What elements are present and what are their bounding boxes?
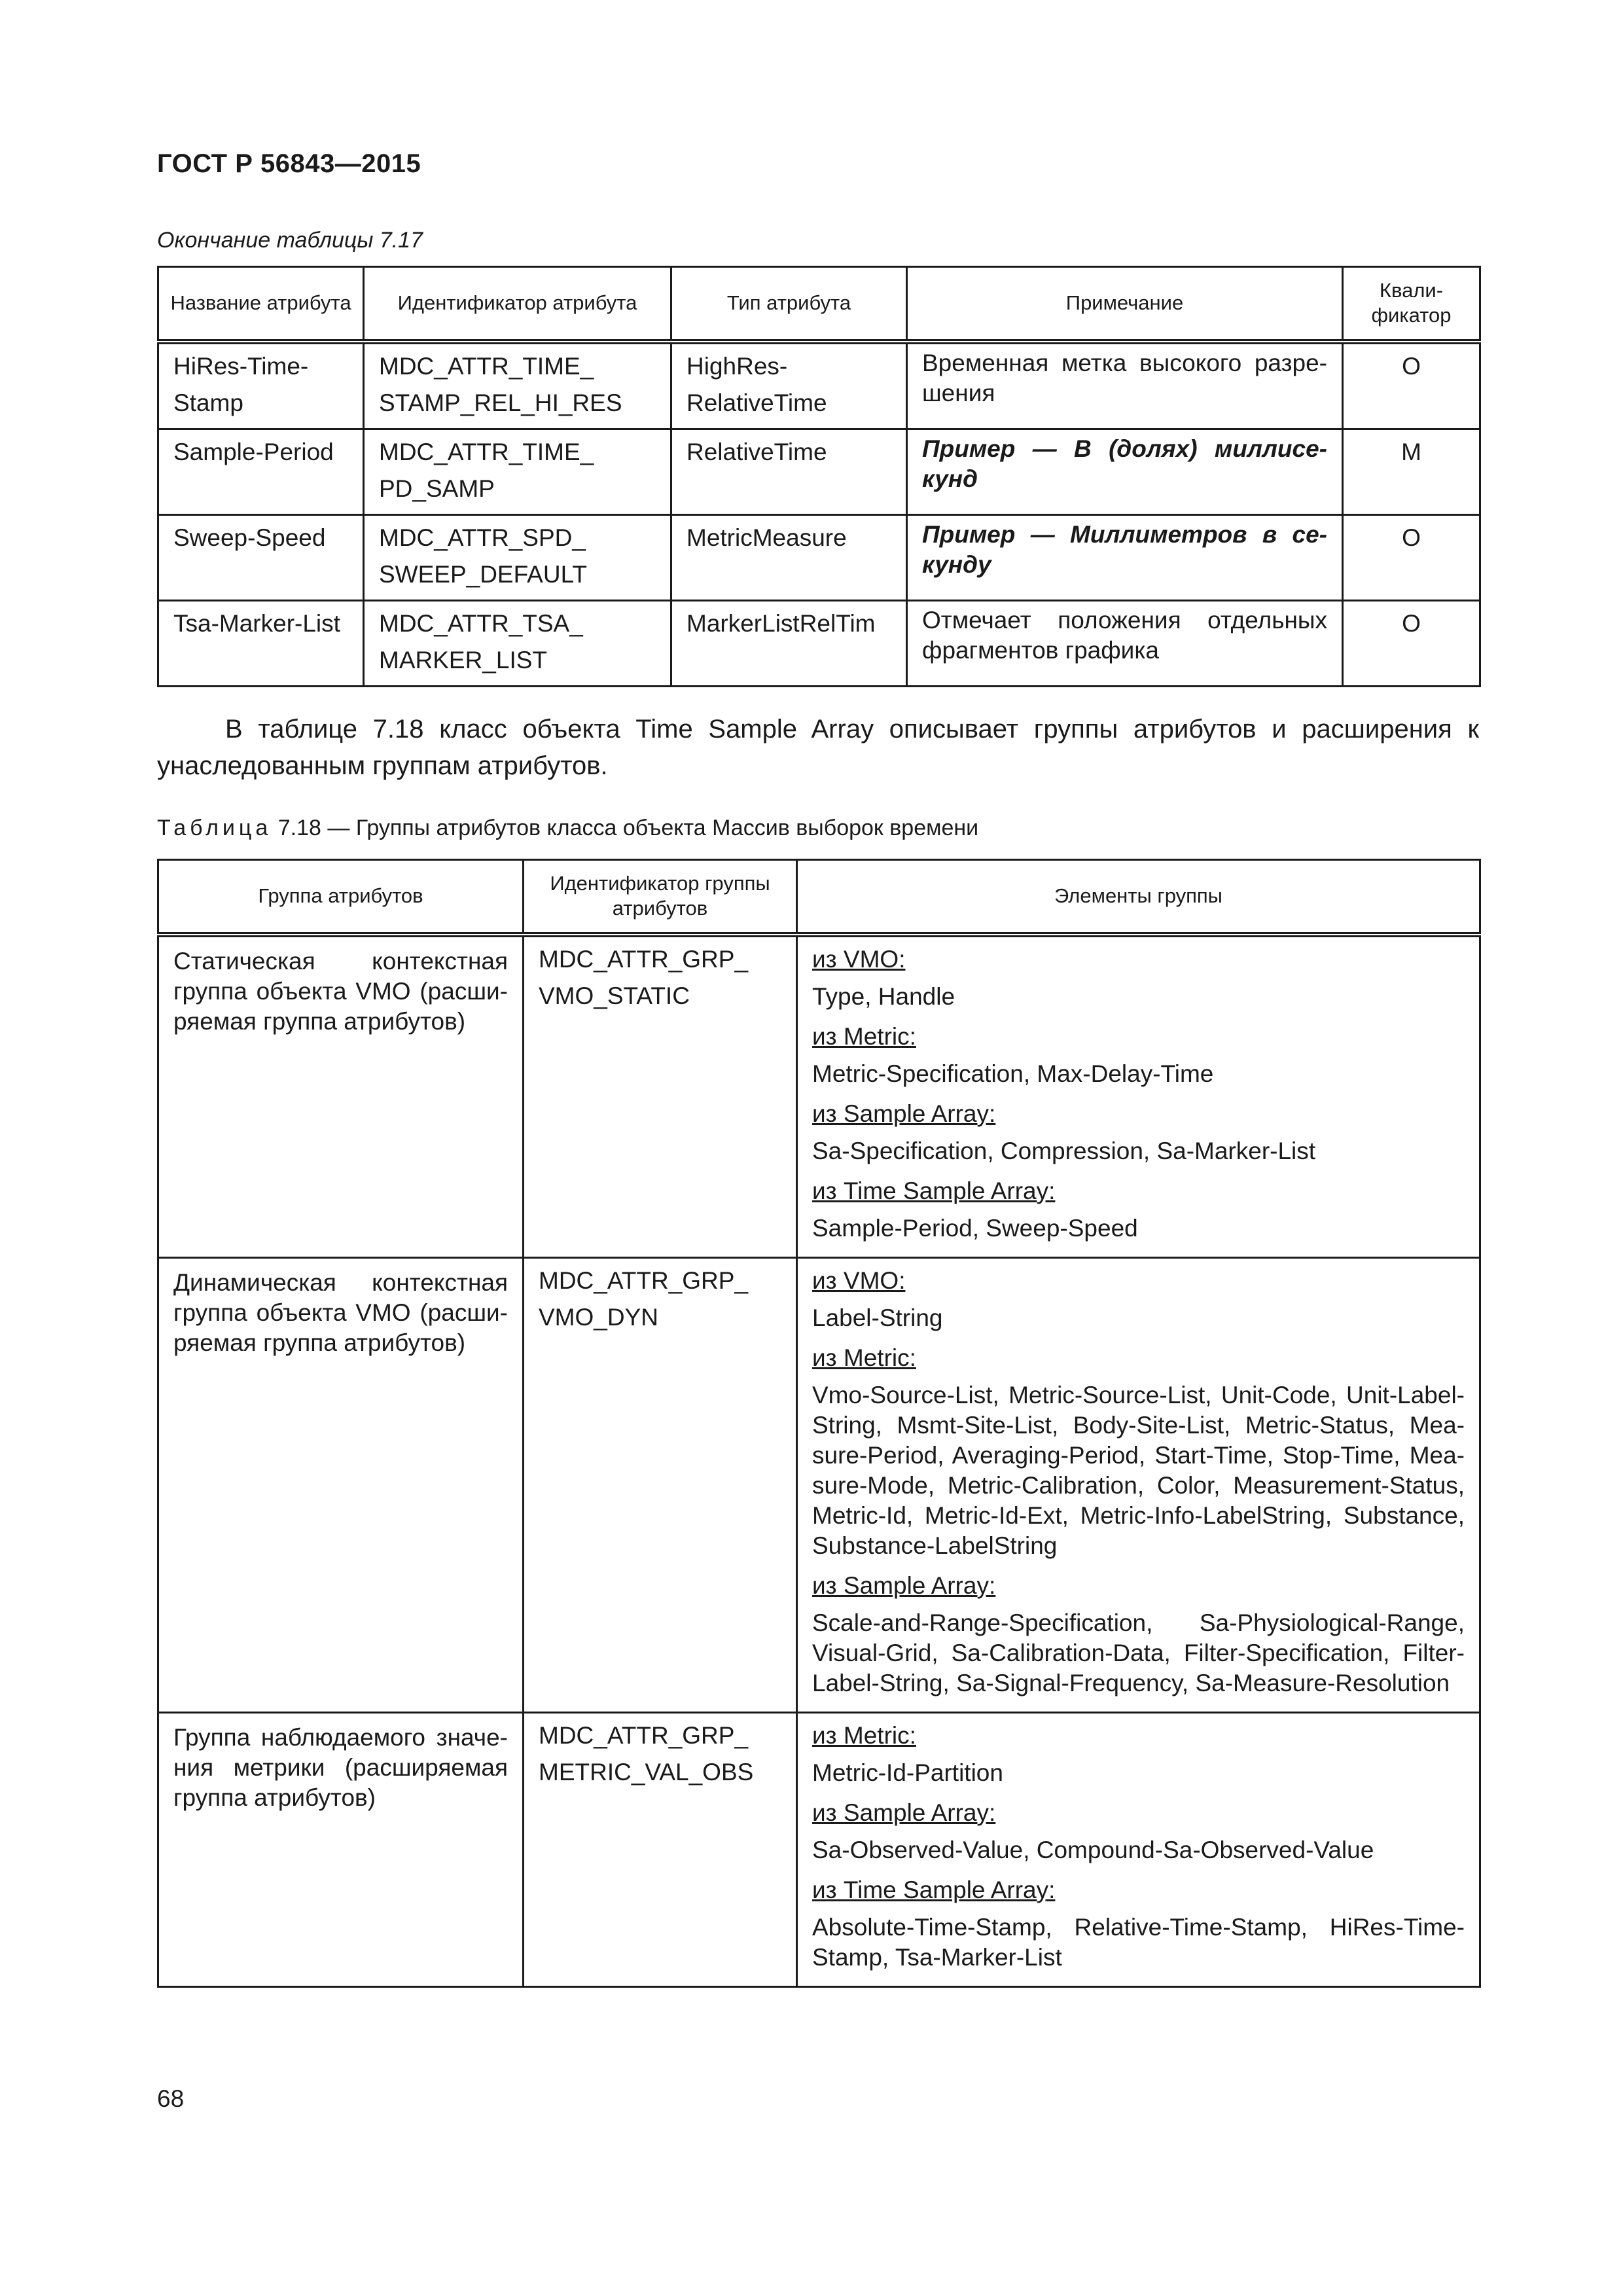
table-7-17-continuation-caption: Окончание таблицы 7.17 (157, 228, 423, 253)
group-id-line: MDC_ATTR_GRP_ (539, 1266, 749, 1294)
group-elements (797, 1712, 1480, 1986)
element-attribute-list: Type, Handle (812, 982, 955, 1010)
attribute-note: Временная метка высокого разре-шения (907, 342, 1343, 429)
column-header-attribute-type: Тип атрибута (671, 267, 907, 342)
table-7-18-caption (157, 816, 978, 841)
column-header-qualifier: Квали-фикатор (1343, 267, 1480, 342)
attribute-type: RelativeTime (671, 429, 907, 514)
column-header-group-id: Идентификатор группы атрибутов (524, 860, 797, 935)
column-header-attribute-group: Группа атрибутов (158, 860, 524, 935)
attribute-id-line: MDC_ATTR_TIME_ (379, 352, 594, 380)
attribute-name: Sample-Period (158, 429, 364, 514)
attribute-id-line: MARKER_LIST (379, 646, 548, 673)
element-attribute-list: Label-String (812, 1304, 943, 1331)
group-elements (797, 1257, 1480, 1712)
attribute-name: Sweep-Speed (158, 514, 364, 600)
attribute-qualifier: O (1343, 342, 1480, 429)
element-source-class: из Sample Array: (812, 1799, 996, 1826)
attribute-id-line: SWEEP_DEFAULT (379, 560, 588, 588)
element-source-class: из Time Sample Array: (812, 1876, 1056, 1903)
element-attribute-list: Absolute-Time-Stamp, Relative-Time-Stamp, HiRes-Time-Stamp, Tsa-Marker-List (812, 1913, 1465, 1971)
element-attribute-list: Sa-Observed-Value, Compound-Sa-Observed-Value (812, 1836, 1374, 1863)
element-attribute-list: Vmo-Source-List, Metric-Source-List, Unit-Code, Unit-Label-String, Msmt-Site-List, Body-Site-List, Metric-Status, Mea-sure-Period, Averaging-Period, Start-Time, Stop-Time, Mea-sure-Mode, Metric-Calibration, Color, Measurement-Status, Metric-Id, Metric-Id-Ext, Metric-Info-LabelString, Substance, Substance-LabelString (812, 1381, 1465, 1559)
group-id-line: METRIC_VAL_OBS (539, 1758, 754, 1785)
document-standard-header: ГОСТ Р 56843—2015 (157, 149, 421, 178)
element-source-class: из Sample Array: (812, 1100, 996, 1127)
attribute-qualifier: O (1343, 600, 1480, 686)
t717-row (158, 342, 1480, 429)
attribute-group-id (524, 935, 797, 1258)
element-attribute-list: Scale-and-Range-Specification, Sa-Physiological-Range, Visual-Grid, Sa-Calibration-Data, Filter-Specification, Filter-Label-String, Sa-Signal-Frequency, Sa-Measure-Resolution (812, 1609, 1465, 1696)
table-7-17 (157, 266, 1481, 687)
element-source-class: из VMO: (812, 945, 906, 973)
element-source-class: из Metric: (812, 1022, 916, 1050)
page-number: 68 (157, 2085, 185, 2112)
t717-row (158, 600, 1480, 686)
attribute-id (364, 600, 671, 686)
table-7-18-caption-prefix: Таблица (157, 816, 272, 840)
attribute-group-name: Группа наблюдаемого значе-ния метрики (расширяемая группа атрибутов) (158, 1712, 524, 1986)
table-7-18-caption-title: 7.18 — Группы атрибутов класса объекта Массив выборок времени (272, 816, 979, 840)
attribute-note: Отмечает положения отдельных фрагментов графика (907, 600, 1343, 686)
attribute-qualifier: M (1343, 429, 1480, 514)
t717-row (158, 429, 1480, 514)
column-header-attribute-id: Идентификатор атрибута (364, 267, 671, 342)
attribute-note: Пример — В (долях) миллисе-кунд (907, 429, 1343, 514)
element-attribute-list: Sample-Period, Sweep-Speed (812, 1214, 1138, 1242)
body-paragraph: В таблице 7.18 класс объекта Time Sample Array описывает группы атрибутов и расширения к унаследованным группам атрибутов. (157, 715, 1479, 780)
group-id-line: MDC_ATTR_GRP_ (539, 1721, 749, 1749)
attribute-id-line: MDC_ATTR_SPD_ (379, 524, 586, 551)
element-attribute-list: Sa-Specification, Compression, Sa-Marker-List (812, 1137, 1316, 1164)
attribute-group-id (524, 1712, 797, 1986)
attribute-id-line: MDC_ATTR_TSA_ (379, 609, 583, 637)
table-7-18 (157, 859, 1481, 1988)
element-attribute-list: Metric-Specification, Max-Delay-Time (812, 1060, 1214, 1087)
column-header-note: Примечание (907, 267, 1343, 342)
element-source-class: из Metric: (812, 1721, 916, 1749)
attribute-group-id (524, 1257, 797, 1712)
group-id-line: MDC_ATTR_GRP_ (539, 945, 749, 973)
attribute-id (364, 429, 671, 514)
column-header-attribute-name: Название атрибута (158, 267, 364, 342)
column-header-group-elements: Элементы группы (797, 860, 1480, 935)
attribute-qualifier: O (1343, 514, 1480, 600)
attribute-type: MarkerListRelTim (671, 600, 907, 686)
attribute-id-line: STAMP_REL_HI_RES (379, 389, 622, 416)
t717-row (158, 514, 1480, 600)
group-id-line: VMO_DYN (539, 1303, 658, 1331)
attribute-id-line: PD_SAMP (379, 475, 495, 502)
attribute-note: Пример — Миллиметров в се-кунду (907, 514, 1343, 600)
element-source-class: из VMO: (812, 1266, 906, 1294)
attribute-type: HighRes-RelativeTime (671, 342, 907, 429)
group-elements (797, 935, 1480, 1258)
t718-row (158, 1712, 1480, 1986)
element-source-class: из Metric: (812, 1344, 916, 1371)
element-source-class: из Time Sample Array: (812, 1177, 1056, 1204)
attribute-name: Tsa-Marker-List (158, 600, 364, 686)
attribute-group-name: Статическая контекстная группа объекта VMO (расши-ряемая группа атрибутов) (158, 935, 524, 1258)
t718-row (158, 1257, 1480, 1712)
group-id-line: VMO_STATIC (539, 982, 690, 1009)
attribute-id (364, 514, 671, 600)
element-source-class: из Sample Array: (812, 1571, 996, 1599)
attribute-name: HiRes-Time-Stamp (158, 342, 364, 429)
t718-row (158, 935, 1480, 1258)
attribute-group-name: Динамическая контекстная группа объекта VMO (расши-ряемая группа атрибутов) (158, 1257, 524, 1712)
attribute-id-line: MDC_ATTR_TIME_ (379, 438, 594, 465)
element-attribute-list: Metric-Id-Partition (812, 1759, 1003, 1786)
attribute-id (364, 342, 671, 429)
attribute-type: MetricMeasure (671, 514, 907, 600)
